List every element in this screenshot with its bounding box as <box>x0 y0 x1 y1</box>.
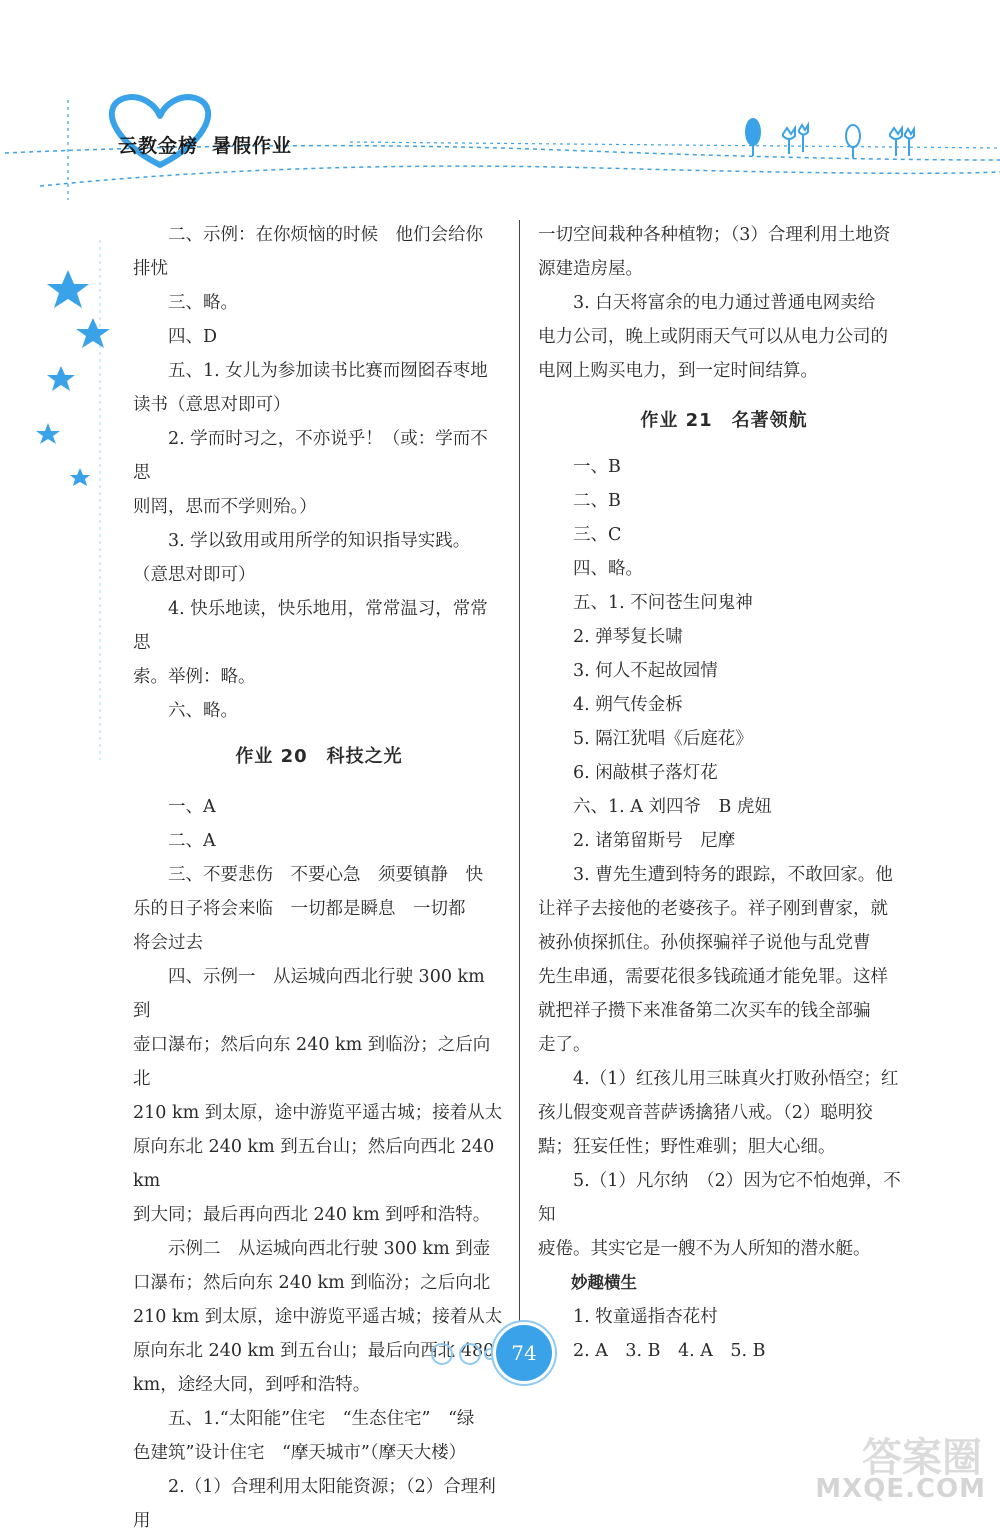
answer-line: 乐的日子将会来临 一切都是瞬息 一切都 <box>133 899 466 919</box>
answer-line: 四、示例一 从运城向西北行驶 300 km 到 <box>133 967 485 1021</box>
answer-line: 色建筑”设计住宅 “摩天城市”（摩天大楼） <box>133 1443 467 1463</box>
answer-line: （意思对即可） <box>133 565 256 585</box>
answer-line: 二、B <box>573 491 621 511</box>
answer-line: 2.（1）合理利用太阳能资源；（2）合理利用 <box>133 1477 496 1531</box>
answer-line: 疲倦。其实它是一艘不为人所知的潜水艇。 <box>538 1239 871 1259</box>
right-column <box>538 218 910 1368</box>
subsection-heading: 妙趣横生 <box>571 1273 637 1292</box>
answer-line: 5. 隔江犹唱《后庭花》 <box>573 729 753 749</box>
answer-line: 五、1. 女儿为参加读书比赛而囫囵吞枣地 <box>168 361 488 381</box>
answer-line: 3. 白天将富余的电力通过普通电网卖给 <box>573 293 876 313</box>
answer-line: 六、1. A 刘四爷 B 虎妞 <box>573 797 772 817</box>
page-number: 74 <box>496 1325 552 1381</box>
answer-line: 读书（意思对即可） <box>133 395 291 415</box>
answer-line: 3. 何人不起故园情 <box>573 661 718 681</box>
answer-line: 索。举例：略。 <box>133 667 256 687</box>
watermark-logo: 答案圈 <box>862 1435 982 1481</box>
answer-line: 210 km 到太原，途中游览平遥古城；接着从太 <box>133 1103 503 1123</box>
answer-line: 则罔，思而不学则殆。） <box>133 497 317 517</box>
star-icon <box>36 423 60 444</box>
answer-line: 210 km 到太原，途中游览平遥古城；接着从太 <box>133 1307 503 1327</box>
answer-line: 6. 闲敲棋子落灯花 <box>573 763 718 783</box>
star-icon <box>70 468 90 486</box>
book-title: 暑假作业 <box>212 135 293 157</box>
answer-line: 将会过去 <box>133 933 203 953</box>
column-divider <box>519 220 520 1340</box>
answer-line: 一切空间栽种各种植物；（3）合理利用土地资 <box>538 225 891 245</box>
answer-line: 4. 朔气传金柝 <box>573 695 683 715</box>
answer-line: 就把祥子攒下来准备第二次买车的钱全部骗 <box>538 1001 871 1021</box>
section-heading: 作业 20 科技之光 <box>235 746 403 767</box>
answer-line: 让祥子去接他的老婆孩子。祥子刚到曹家，就 <box>538 899 888 919</box>
answer-line: 走了。 <box>538 1035 591 1055</box>
tulip-icon <box>783 125 808 154</box>
answer-line: 二、示例：在你烦恼的时候 他们会给你 <box>168 225 483 245</box>
answer-line: 三、不要悲伤 不要心急 须要镇静 快 <box>168 865 483 885</box>
tulip-icon <box>890 128 914 156</box>
header-decoration <box>0 0 1000 200</box>
star-icon <box>47 270 89 308</box>
answer-line: 四、D <box>168 327 218 347</box>
answer-line: 到大同；最后再向西北 240 km 到呼和浩特。 <box>133 1205 491 1225</box>
answer-line: 被孙侦探抓住。孙侦探骗祥子说他与乱党曹 <box>538 933 871 953</box>
brand-name: 云教金榜 <box>118 135 199 157</box>
answer-line: 原向东北 240 km 到五台山；然后向西北 240 km <box>133 1137 495 1191</box>
answer-line: 孩儿假变观音菩萨诱擒猪八戒。（2）聪明狡 <box>538 1103 873 1123</box>
answer-line: 示例二 从运城向西北行驶 300 km 到壶 <box>168 1239 491 1259</box>
answer-line: 排忧 <box>133 259 168 279</box>
answer-line: 1. 牧童遥指杏花村 <box>573 1307 718 1327</box>
answer-line: 4.（1）红孩儿用三昧真火打败孙悟空；红 <box>573 1069 899 1089</box>
answer-line: 四、略。 <box>573 559 643 579</box>
answer-line: 三、C <box>573 525 622 545</box>
tree-icon <box>746 119 760 156</box>
page-header <box>0 0 1000 200</box>
answer-line: 五、1. 不问苍生问鬼神 <box>573 593 753 613</box>
answer-line: 电网上购买电力，到一定时间结算。 <box>538 361 818 381</box>
answer-line: 黠；狂妄任性；野性难驯；胆大心细。 <box>538 1137 836 1157</box>
answer-line: 五、1.“太阳能”住宅 “生态住宅” “绿 <box>168 1409 475 1429</box>
watermark-text: MXQE.COM <box>815 1474 986 1504</box>
answer-line: 原向东北 240 km 到五台山；最后向西北 480 <box>133 1341 495 1361</box>
answer-line: 2. 诸第留斯号 尼摩 <box>573 831 736 851</box>
answer-line: 一、B <box>573 457 621 477</box>
tree-outline-icon <box>846 125 860 158</box>
answer-line: 先生串通，需要花很多钱疏通才能免罪。这样 <box>538 967 888 987</box>
answer-line: 2. A 3. B 4. A 5. B <box>573 1341 766 1361</box>
answer-line: 六、略。 <box>168 701 238 721</box>
answer-line: 一、A <box>168 797 216 817</box>
answer-line: 三、略。 <box>168 293 238 313</box>
star-icon <box>76 318 110 348</box>
star-icon <box>47 366 75 391</box>
answer-line: 口瀑布；然后向东 240 km 到临汾；之后向北 <box>133 1273 491 1293</box>
answer-line: 5.（1）凡尔纳 （2）因为它不怕炮弹，不知 <box>538 1171 901 1225</box>
answer-line: 电力公司，晚上或阴雨天气可以从电力公司的 <box>538 327 888 347</box>
answer-line: 2. 学而时习之，不亦说乎！（或：学而不思 <box>133 429 488 483</box>
watermark <box>792 1426 992 1506</box>
section-heading: 作业 21 名著领航 <box>640 410 808 431</box>
header-title <box>118 131 292 158</box>
answer-line: 4. 快乐地读，快乐地用，常常温习，常常思 <box>133 599 488 653</box>
left-margin-decoration <box>0 240 120 760</box>
answer-line: 2. 弹琴复长啸 <box>573 627 683 647</box>
answer-line: 源建造房屋。 <box>538 259 643 279</box>
answer-line: 二、A <box>168 831 216 851</box>
answer-line: 3. 学以致用或用所学的知识指导实践。 <box>168 531 471 551</box>
answer-line: 壶口瀑布；然后向东 240 km 到临汾；之后向北 <box>133 1035 491 1089</box>
answer-line: km，途经大同，到呼和浩特。 <box>133 1375 371 1395</box>
answer-line: 3. 曹先生遭到特务的跟踪，不敢回家。他 <box>573 865 893 885</box>
